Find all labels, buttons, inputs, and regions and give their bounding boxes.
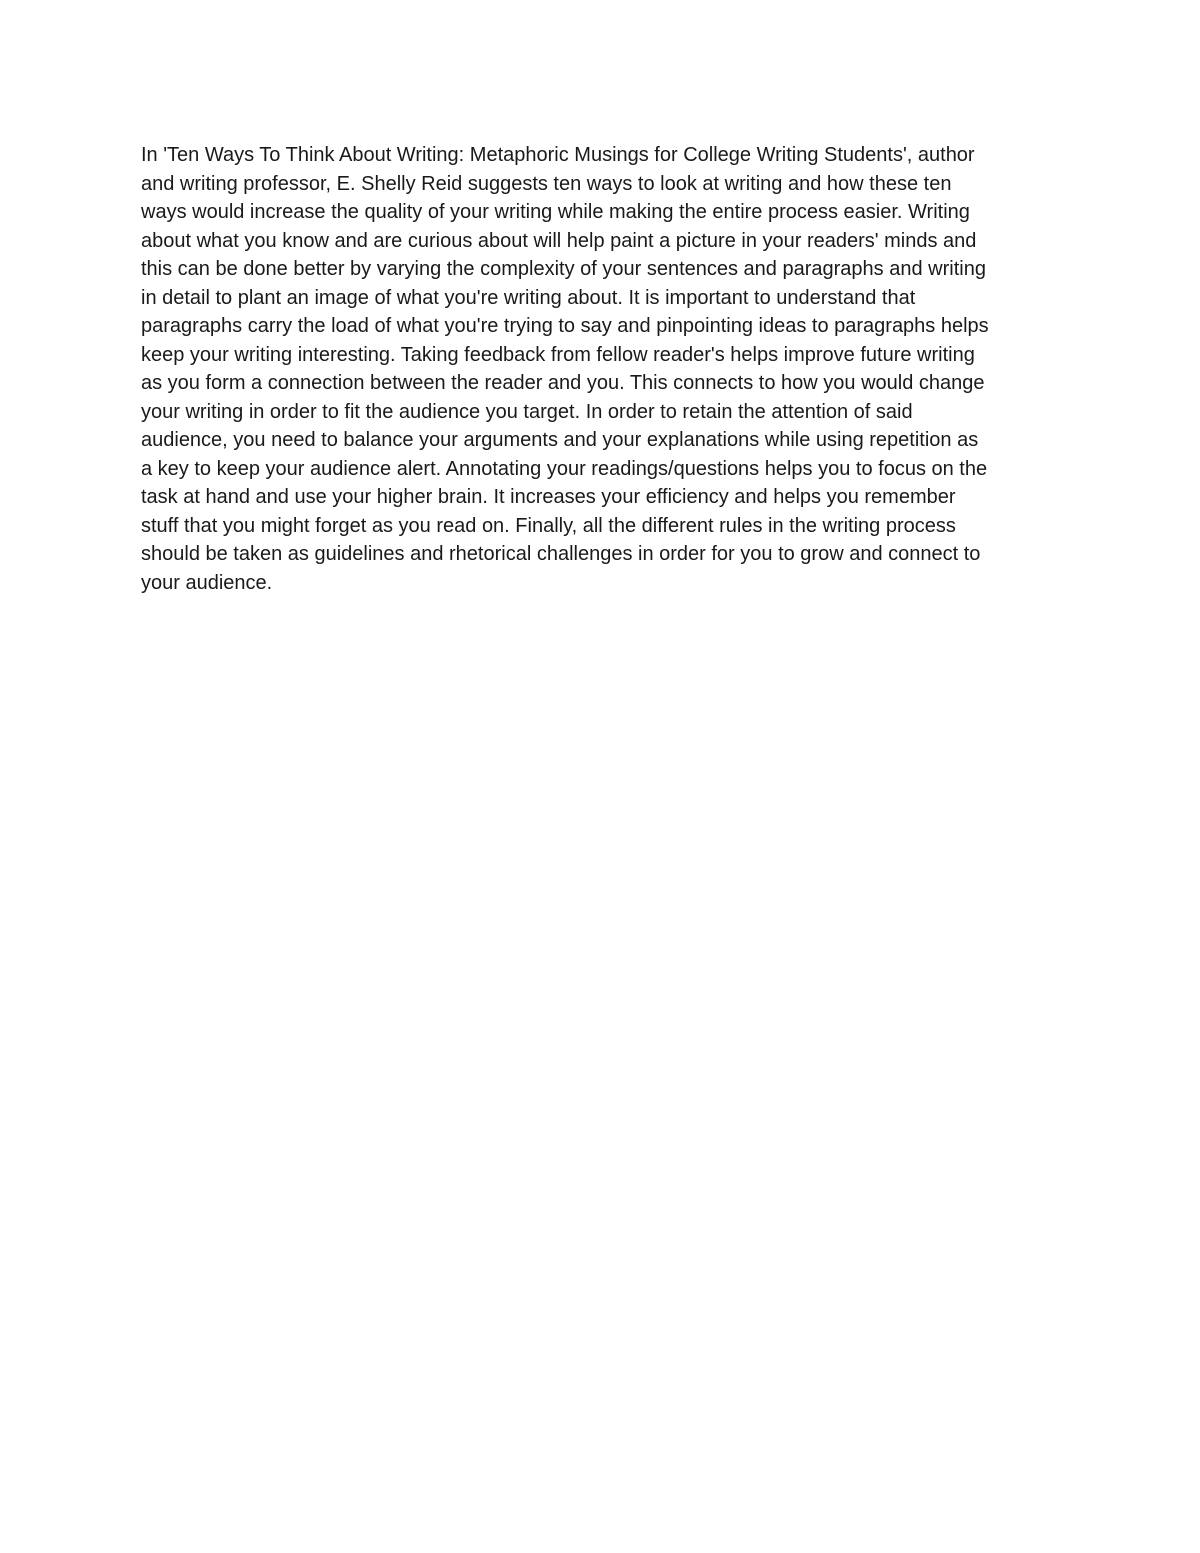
paragraph-line: stuff that you might forget as you read on. Finally, all the different rules in the writing process bbox=[141, 514, 956, 537]
paragraph-line: as you form a connection between the reader and you. This connects to how you would change bbox=[141, 372, 985, 394]
paragraph-line: paragraphs carry the load of what you're trying to say and pinpointing ideas to paragraphs helps bbox=[141, 315, 989, 337]
summary-paragraph bbox=[141, 141, 1063, 597]
paragraph-line: audience, you need to balance your arguments and your explanations while using repetition as bbox=[141, 429, 979, 451]
paragraph-line: this can be done better by varying the complexity of your sentences and paragraphs and writing bbox=[141, 258, 986, 280]
paragraph-line: ways would increase the quality of your writing while making the entire process easier. Writing bbox=[141, 201, 970, 223]
paragraph-line: your audience. bbox=[141, 571, 273, 594]
paragraph-line: keep your writing interesting. Taking feedback from fellow reader's helps improve future writing bbox=[141, 343, 975, 366]
paragraph-line: and writing professor, E. Shelly Reid suggests ten ways to look at writing and how these ten bbox=[141, 172, 952, 195]
paragraph-line: a key to keep your audience alert. Annotating your readings/questions helps you to focus on the bbox=[141, 457, 988, 480]
paragraph-line: your writing in order to fit the audience you target. In order to retain the attention of said bbox=[141, 400, 913, 423]
paragraph-line: In 'Ten Ways To Think About Writing: Metaphoric Musings for College Writing Students', author bbox=[141, 144, 975, 166]
paragraph-line: task at hand and use your higher brain. It increases your efficiency and helps you remember bbox=[141, 486, 956, 508]
paragraph-line: in detail to plant an image of what you're writing about. It is important to understand that bbox=[141, 286, 916, 309]
paragraph-line: should be taken as guidelines and rhetorical challenges in order for you to grow and connect to bbox=[141, 543, 981, 565]
paragraph-line: about what you know and are curious about will help paint a picture in your readers' minds and bbox=[141, 229, 977, 252]
